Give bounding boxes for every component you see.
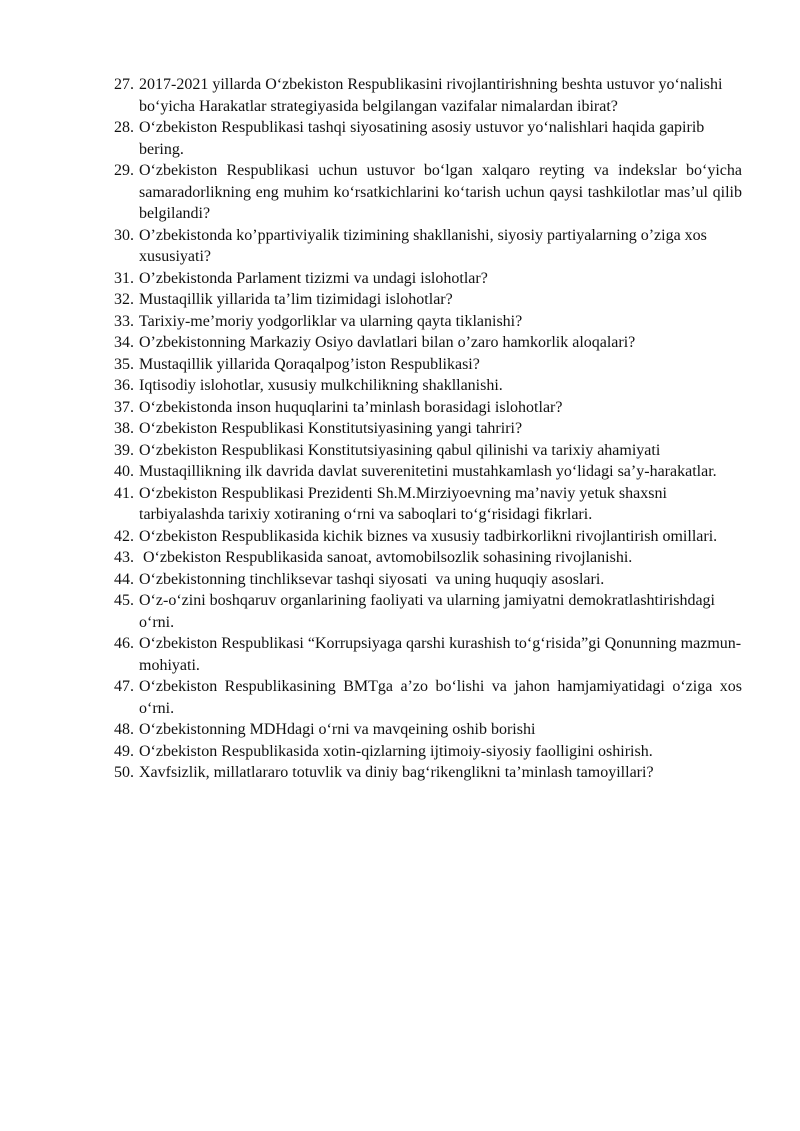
item-text: O‘zbekistonning MDHdagi o‘rni va mavqeining oshib borishi	[139, 721, 536, 738]
list-item	[114, 117, 742, 160]
item-number: 30.	[114, 226, 134, 244]
list-item	[114, 526, 742, 548]
item-number: 39.	[114, 441, 134, 459]
list-item	[114, 311, 742, 333]
item-text: O‘zbekiston Respublikasida xotin-qizlarning ijtimoiy-siyosiy faolligini oshirish.	[139, 742, 653, 760]
item-text: O’zbekistonda ko’ppartiviyalik tizimining shakllanishi, siyosiy partiyalarning o’ziga xos xususiyati?	[139, 226, 707, 265]
list-item	[114, 590, 742, 633]
list-item	[114, 719, 742, 741]
list-item	[114, 289, 742, 311]
item-text: O‘zbekiston Respublikasining BMTga a’zo bo‘lishi va jahon hamjamiyatidagi o‘ziga xos o‘rni.	[139, 678, 742, 717]
item-number: 46.	[114, 635, 134, 652]
item-number: 38.	[114, 420, 134, 437]
list-item	[114, 354, 742, 376]
list-item	[114, 225, 742, 268]
list-item	[114, 461, 742, 483]
item-number: 37.	[114, 398, 134, 416]
list-item	[114, 440, 742, 462]
list-item	[114, 762, 742, 784]
item-number: 29.	[114, 162, 134, 179]
item-text: Iqtisodiy islohotlar, xususiy mulkchilikning shakllanishi.	[139, 377, 503, 394]
item-number: 47.	[114, 678, 134, 695]
item-text: Tarixiy-me’moriy yodgorliklar va ularning qayta tiklanishi?	[139, 312, 523, 330]
item-text: O‘zbekiston Respublikasi tashqi siyosatining asosiy ustuvor yo‘nalishlari haqida gapirib bering.	[139, 119, 705, 158]
list-item	[114, 633, 742, 676]
item-text: O‘zbekiston Respublikasi Prezidenti Sh.M.Mirziyoevning ma’naviy yetuk shaxsni tarbiyalashda tarixiy xotiraning o‘rni va saboqlari to‘g‘risidagi fikrlari.	[139, 484, 667, 523]
item-text: O‘z-o‘zini boshqaruv organlarining faoliyati va ularning jamiyatni demokratlashtirishdagi o‘rni.	[139, 592, 715, 631]
item-number: 41.	[114, 484, 134, 502]
item-number: 45.	[114, 592, 134, 609]
item-text: O‘zbekiston Respublikasida sanoat, avtomobilsozlik sohasining rivojlanishi.	[139, 549, 633, 566]
list-item	[114, 375, 742, 397]
item-text: O‘zbekiston Respublikasi Konstitutsiyasining yangi tahriri?	[139, 420, 523, 437]
list-item	[114, 676, 742, 719]
item-text: O‘zbekiston Respublikasi uchun ustuvor bo‘lgan xalqaro reyting va indekslar bo‘yicha samaradorlikning eng muhim ko‘rsatkichlarini ko‘tarish uchun qaysi tashkilotlar mas’ul qilib belgilandi?	[139, 162, 742, 222]
list-item	[114, 332, 742, 354]
item-number: 50.	[114, 764, 134, 781]
item-text: Mustaqillikning ilk davrida davlat suverenitetini mustahkamlash yo‘lidagi sa’y-harakatlar.	[139, 463, 717, 480]
item-text: 2017-2021 yillarda O‘zbekiston Respublikasini rivojlantirishning beshta ustuvor yo‘nalishi bo‘yicha Harakatlar strategiyasida belgilangan vazifalar nimalardan ibirat?	[139, 76, 723, 115]
item-text: Mustaqillik yillarida ta’lim tizimidagi islohotlar?	[139, 291, 453, 308]
item-number: 35.	[114, 355, 134, 373]
list-item	[114, 397, 742, 419]
item-number: 33.	[114, 312, 134, 330]
item-number: 27.	[114, 76, 134, 93]
item-number: 42.	[114, 527, 134, 545]
item-text: O‘zbekiston Respublikasi Konstitutsiyasining qabul qilinishi va tarixiy ahamiyati	[139, 441, 661, 459]
item-text: O’zbekistonning Markaziy Osiyo davlatlari bilan o’zaro hamkorlik aloqalari?	[139, 334, 636, 351]
item-text: O‘zbekistonning tinchliksevar tashqi siyosati va uning huquqiy asoslari.	[139, 570, 605, 588]
item-text: O’zbekistonda Parlament tizizmi va undagi islohotlar?	[139, 269, 488, 287]
item-number: 34.	[114, 334, 134, 351]
list-item	[114, 160, 742, 225]
question-list	[114, 74, 742, 784]
item-text: Xavfsizlik, millatlararo totuvlik va diniy bag‘rikenglikni ta’minlash tamoyillari?	[139, 764, 654, 781]
list-item	[114, 483, 742, 526]
list-item	[114, 268, 742, 290]
list-item	[114, 741, 742, 763]
item-number: 28.	[114, 119, 134, 136]
item-number: 48.	[114, 721, 134, 738]
item-text: O‘zbekiston Respublikasida kichik biznes va xususiy tadbirkorlikni rivojlantirish omillari.	[139, 527, 718, 545]
item-number: 49.	[114, 742, 134, 760]
item-number: 31.	[114, 269, 134, 287]
list-item	[114, 569, 742, 591]
item-text: O‘zbekiston Respublikasi “Korrupsiyaga qarshi kurashish to‘g‘risida”gi Qonunning mazmun-mohiyati.	[139, 635, 742, 674]
item-text: Mustaqillik yillarida Qoraqalpog’iston Respublikasi?	[139, 355, 480, 373]
list-item	[114, 547, 742, 569]
item-number: 32.	[114, 291, 134, 308]
item-number: 44.	[114, 570, 134, 588]
item-number: 36.	[114, 377, 134, 394]
list-item	[114, 74, 742, 117]
item-number: 40.	[114, 463, 134, 480]
item-text: O‘zbekistonda inson huquqlarini ta’minlash borasidagi islohotlar?	[139, 398, 563, 416]
list-item	[114, 418, 742, 440]
item-number: 43.	[114, 549, 134, 566]
